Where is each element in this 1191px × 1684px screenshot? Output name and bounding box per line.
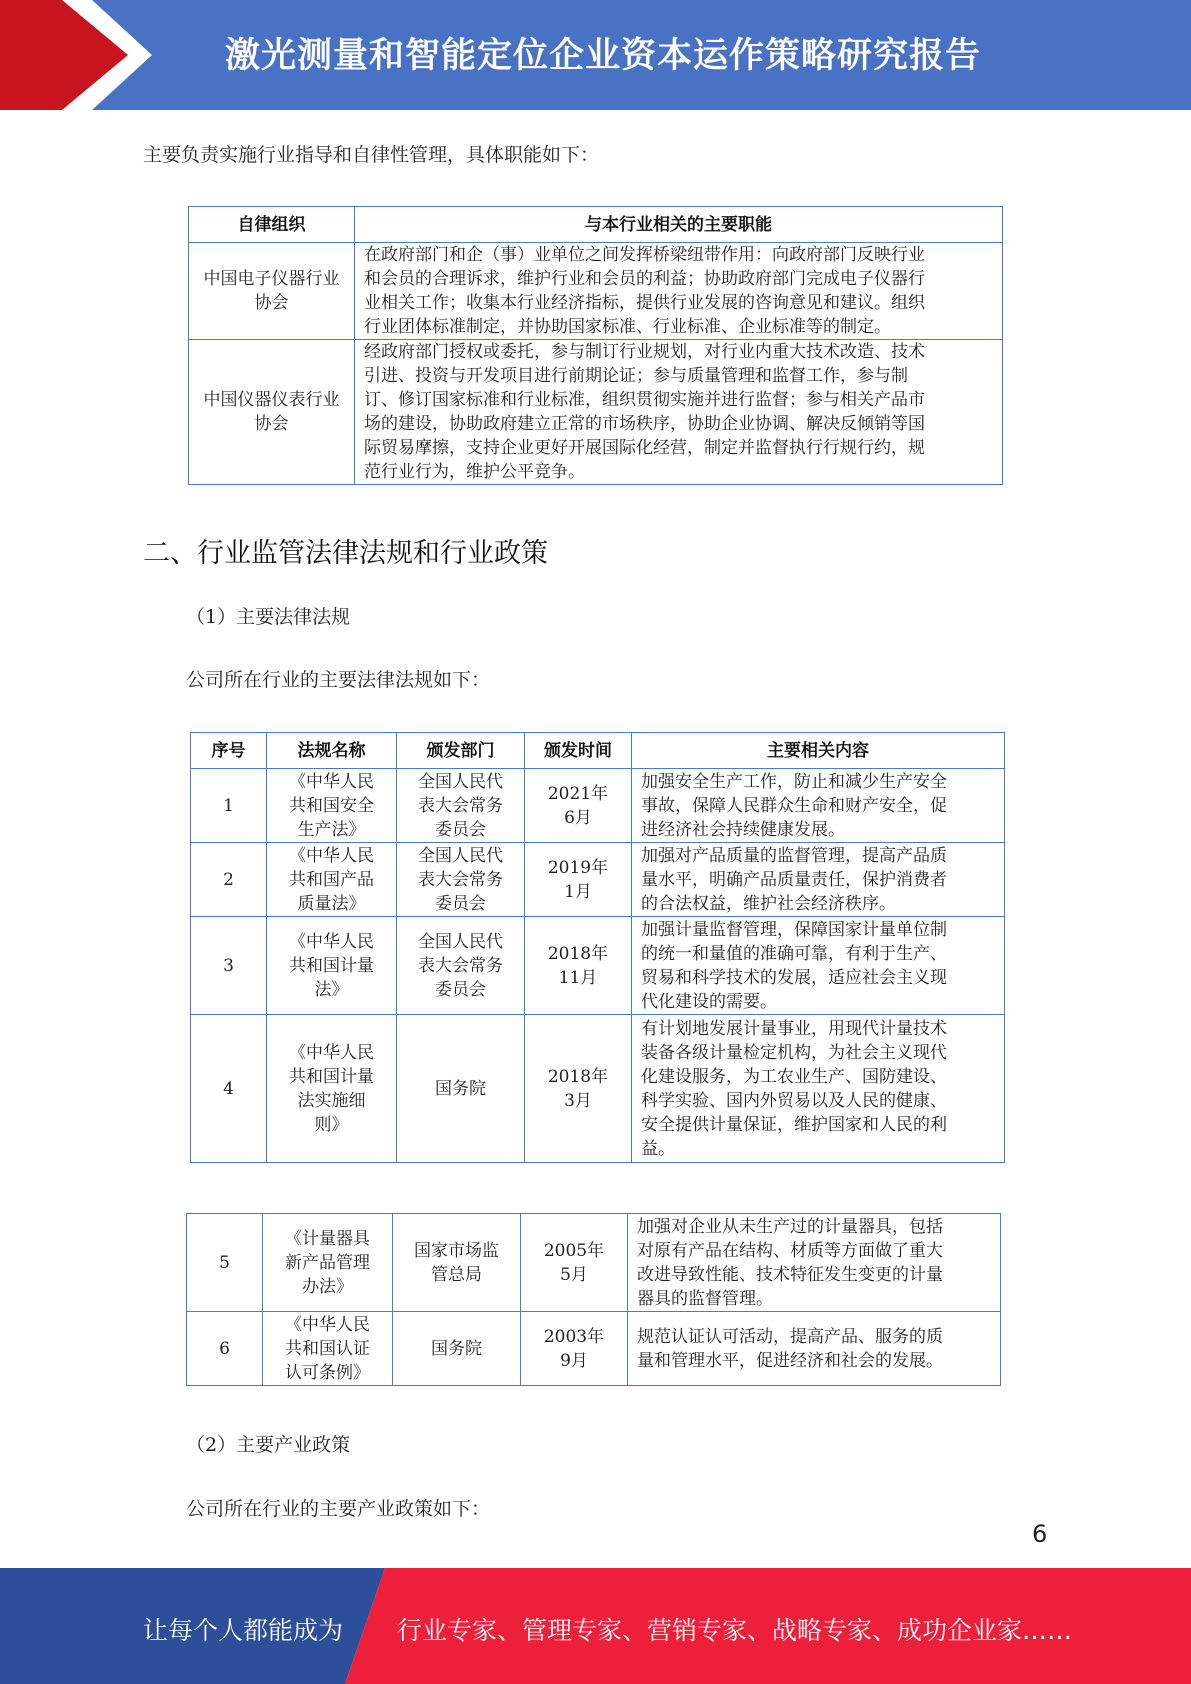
law-no-cell: 4 xyxy=(191,1015,267,1163)
law-name-cell-line: 办法》 xyxy=(302,1276,353,1297)
law-content-cell xyxy=(632,917,1005,1015)
org-function-cell-line: 引进、投资与开发项目进行前期论证；参与质量管理和监督工作，参与制 xyxy=(364,366,908,386)
law-name-cell-line: 共和国计量 xyxy=(289,955,374,976)
law-content-cell-line: 有计划地发展计量事业，用现代计量技术 xyxy=(641,1018,947,1039)
page-footer xyxy=(0,1568,1191,1684)
law-dept-cell xyxy=(397,769,525,843)
col-header-content: 主要相关内容 xyxy=(632,733,1005,769)
org-table xyxy=(188,206,1003,485)
law-no-cell: 1 xyxy=(191,769,267,843)
law-content-cell-line: 器具的监督管理。 xyxy=(637,1288,773,1309)
law-content-cell-line: 量水平，明确产品质量责任，保护消费者 xyxy=(641,869,947,890)
law-name-cell-line: 共和国产品 xyxy=(289,869,374,890)
laws-table xyxy=(190,732,1005,1163)
law-content-cell-line: 科学实验、国内外贸易以及人民的健康、 xyxy=(641,1090,947,1111)
table-row xyxy=(187,1214,1001,1312)
law-content-cell-line: 的统一和量值的准确可靠，有利于生产、 xyxy=(641,943,947,964)
org-name-cell: 中国仪器仪表行业协会 xyxy=(189,340,355,485)
header-arrow-decoration xyxy=(0,0,260,110)
org-function-cell xyxy=(355,340,1003,485)
law-dept-cell xyxy=(397,843,525,917)
law-dept-cell-line: 委员会 xyxy=(435,893,486,914)
law-name-cell xyxy=(267,1015,397,1163)
law-content-cell-line: 代化建设的需要。 xyxy=(641,991,777,1012)
law-content-cell-line: 化建设服务，为工农业生产、国防建设、 xyxy=(641,1066,947,1087)
col-header-date: 颁发时间 xyxy=(525,733,632,769)
law-date-cell-line: 11月 xyxy=(558,967,598,988)
law-content-cell-line: 安全提供计量保证，维护国家和人民的利 xyxy=(641,1114,947,1135)
law-dept-cell-line: 表大会常务 xyxy=(418,795,503,816)
law-name-cell-line: 《中华人民 xyxy=(289,771,374,792)
law-content-cell xyxy=(628,1214,1001,1312)
col-header-function: 与本行业相关的主要职能 xyxy=(355,207,1003,243)
table-row xyxy=(189,340,1003,485)
law-date-cell xyxy=(521,1312,628,1386)
law-content-cell-line: 的合法权益，维护社会经济秩序。 xyxy=(641,893,896,914)
law-no-cell: 6 xyxy=(187,1312,263,1386)
table-row xyxy=(187,1312,1001,1386)
org-function-cell-line: 和会员的合理诉求，维护行业和会员的利益；协助政府部门完成电子仪器行 xyxy=(364,269,925,289)
org-function-cell-line: 订、修订国家标准和行业标准，组织贯彻实施并进行监督；参与相关产品市 xyxy=(364,390,925,410)
laws-intro-text: 公司所在行业的主要法律法规如下： xyxy=(186,669,491,691)
law-content-cell-line: 改进导致性能、技术特征发生变更的计量 xyxy=(637,1264,943,1285)
law-name-cell-line: 认可条例》 xyxy=(285,1362,370,1383)
law-dept-cell-line: 国务院 xyxy=(431,1338,482,1359)
law-name-cell xyxy=(267,917,397,1015)
law-name-cell xyxy=(263,1312,393,1386)
law-no-cell: 2 xyxy=(191,843,267,917)
law-name-cell xyxy=(263,1214,393,1312)
law-date-cell-line: 2019年 xyxy=(547,857,609,878)
law-dept-cell-line: 全国人民代 xyxy=(418,845,503,866)
law-date-cell-line: 2021年 xyxy=(547,783,609,804)
org-function-cell-line: 业相关工作；收集本行业经济指标，提供行业发展的咨询意见和建议。组织 xyxy=(364,293,925,313)
footer-slogan-left: 让每个人都能成为 xyxy=(143,1616,344,1645)
col-header-org: 自律组织 xyxy=(189,207,355,243)
section-title: 二、行业监管法律法规和行业政策 xyxy=(143,538,548,569)
table-row xyxy=(191,917,1005,1015)
law-no-cell: 5 xyxy=(187,1214,263,1312)
law-date-cell-line: 2005年 xyxy=(543,1240,605,1261)
org-function-cell-line: 行业团体标准制定，并协助国家标准、行业标准、企业标准等的制定。 xyxy=(364,317,891,337)
law-dept-cell-line: 表大会常务 xyxy=(418,869,503,890)
table-row xyxy=(189,243,1003,340)
law-name-cell-line: 《中华人民 xyxy=(289,931,374,952)
law-content-cell xyxy=(632,843,1005,917)
law-dept-cell-line: 全国人民代 xyxy=(418,931,503,952)
org-name-cell: 中国电子仪器行业协会 xyxy=(189,243,355,340)
law-content-cell-line: 进经济社会持续健康发展。 xyxy=(641,819,845,840)
law-content-cell-line: 事故，保障人民群众生命和财产安全，促 xyxy=(641,795,947,816)
law-content-cell-line: 规范认证认可活动，提高产品、服务的质 xyxy=(637,1326,943,1347)
law-date-cell xyxy=(525,1015,632,1163)
law-name-cell-line: 《中华人民 xyxy=(285,1314,370,1335)
subsection-policies: （2）主要产业政策 xyxy=(186,1434,351,1456)
col-header-no: 序号 xyxy=(191,733,267,769)
law-date-cell xyxy=(525,843,632,917)
footer-slogan-right: 行业专家、管理专家、营销专家、战略专家、成功企业家…… xyxy=(397,1616,1073,1645)
laws-table-continued xyxy=(186,1213,1001,1386)
intro-text: 主要负责实施行业指导和自律性管理，具体职能如下： xyxy=(143,144,600,166)
law-name-cell-line: 共和国计量 xyxy=(289,1066,374,1087)
law-content-cell-line: 加强计量监督管理，保障国家计量单位制 xyxy=(641,919,947,940)
law-dept-cell-line: 表大会常务 xyxy=(418,955,503,976)
law-dept-cell-line: 管总局 xyxy=(431,1264,482,1285)
law-content-cell-line: 装备各级计量检定机构，为社会主义现代 xyxy=(641,1042,947,1063)
law-date-cell-line: 9月 xyxy=(560,1350,588,1371)
law-content-cell-line: 量和管理水平，促进经济和社会的发展。 xyxy=(637,1350,943,1371)
law-content-cell-line: 加强对产品质量的监督管理，提高产品质 xyxy=(641,845,947,866)
law-dept-cell-line: 委员会 xyxy=(435,819,486,840)
law-date-cell-line: 3月 xyxy=(564,1090,592,1111)
org-function-cell-line: 在政府部门和企（事）业单位之间发挥桥梁纽带作用：向政府部门反映行业 xyxy=(364,245,925,265)
law-date-cell-line: 2018年 xyxy=(547,943,609,964)
col-header-name: 法规名称 xyxy=(267,733,397,769)
org-function-cell-line: 场的建设，协助政府建立正常的市场秩序，协助企业协调、解决反倾销等国 xyxy=(364,414,925,434)
org-function-cell-line: 际贸易摩擦，支持企业更好开展国际化经营，制定并监督执行行规行约，规 xyxy=(364,438,925,458)
law-name-cell-line: 共和国安全 xyxy=(289,795,374,816)
policies-intro-text: 公司所在行业的主要产业政策如下： xyxy=(186,1498,491,1520)
org-function-cell-line: 经政府部门授权或委托，参与制订行业规划，对行业内重大技术改造、技术 xyxy=(364,342,925,362)
org-function-cell xyxy=(355,243,1003,340)
law-dept-cell xyxy=(397,917,525,1015)
law-content-cell-line: 益。 xyxy=(641,1138,675,1159)
table-row xyxy=(191,843,1005,917)
page-number: 6 xyxy=(1032,1520,1048,1548)
col-header-dept: 颁发部门 xyxy=(397,733,525,769)
law-name-cell-line: 生产法》 xyxy=(297,819,366,840)
law-date-cell-line: 2003年 xyxy=(543,1326,605,1347)
law-content-cell-line: 加强对企业从未生产过的计量器具，包括 xyxy=(637,1216,943,1237)
law-dept-cell-line: 国务院 xyxy=(435,1078,486,1099)
law-dept-cell-line: 国家市场监 xyxy=(414,1240,499,1261)
law-content-cell xyxy=(632,1015,1005,1163)
law-name-cell-line: 法》 xyxy=(314,979,349,1000)
law-name-cell-line: 《中华人民 xyxy=(289,845,374,866)
report-title: 激光测量和智能定位企业资本运作策略研究报告 xyxy=(225,36,982,76)
law-name-cell xyxy=(267,843,397,917)
law-name-cell-line: 共和国认证 xyxy=(285,1338,370,1359)
law-name-cell-line: 《中华人民 xyxy=(289,1042,374,1063)
page-header xyxy=(0,0,1191,110)
law-date-cell-line: 1月 xyxy=(564,881,592,902)
law-dept-cell-line: 全国人民代 xyxy=(418,771,503,792)
law-no-cell: 3 xyxy=(191,917,267,1015)
law-date-cell xyxy=(525,917,632,1015)
subsection-laws: （1）主要法律法规 xyxy=(186,606,351,628)
law-dept-cell xyxy=(393,1312,521,1386)
law-content-cell-line: 贸易和科学技术的发展，适应社会主义现 xyxy=(641,967,947,988)
law-content-cell-line: 加强安全生产工作，防止和减少生产安全 xyxy=(641,771,947,792)
law-dept-cell-line: 委员会 xyxy=(435,979,486,1000)
table-header-row xyxy=(191,733,1005,769)
law-content-cell xyxy=(632,769,1005,843)
law-date-cell-line: 5月 xyxy=(560,1264,588,1285)
law-date-cell-line: 2018年 xyxy=(547,1066,609,1087)
table-row xyxy=(191,769,1005,843)
law-name-cell-line: 新产品管理 xyxy=(285,1252,370,1273)
law-name-cell xyxy=(267,769,397,843)
law-date-cell xyxy=(525,769,632,843)
table-row xyxy=(191,1015,1005,1163)
org-function-cell-line: 范行业行为，维护公平竞争。 xyxy=(364,462,585,482)
law-date-cell xyxy=(521,1214,628,1312)
law-name-cell-line: 法实施细 xyxy=(297,1090,366,1111)
table-header-row xyxy=(189,207,1003,243)
law-date-cell-line: 6月 xyxy=(564,807,592,828)
law-content-cell xyxy=(628,1312,1001,1386)
law-name-cell-line: 质量法》 xyxy=(297,893,366,914)
law-name-cell-line: 则》 xyxy=(314,1114,349,1135)
law-name-cell-line: 《计量器具 xyxy=(285,1228,370,1249)
law-dept-cell xyxy=(397,1015,525,1163)
law-content-cell-line: 对原有产品在结构、材质等方面做了重大 xyxy=(637,1240,943,1261)
law-dept-cell xyxy=(393,1214,521,1312)
